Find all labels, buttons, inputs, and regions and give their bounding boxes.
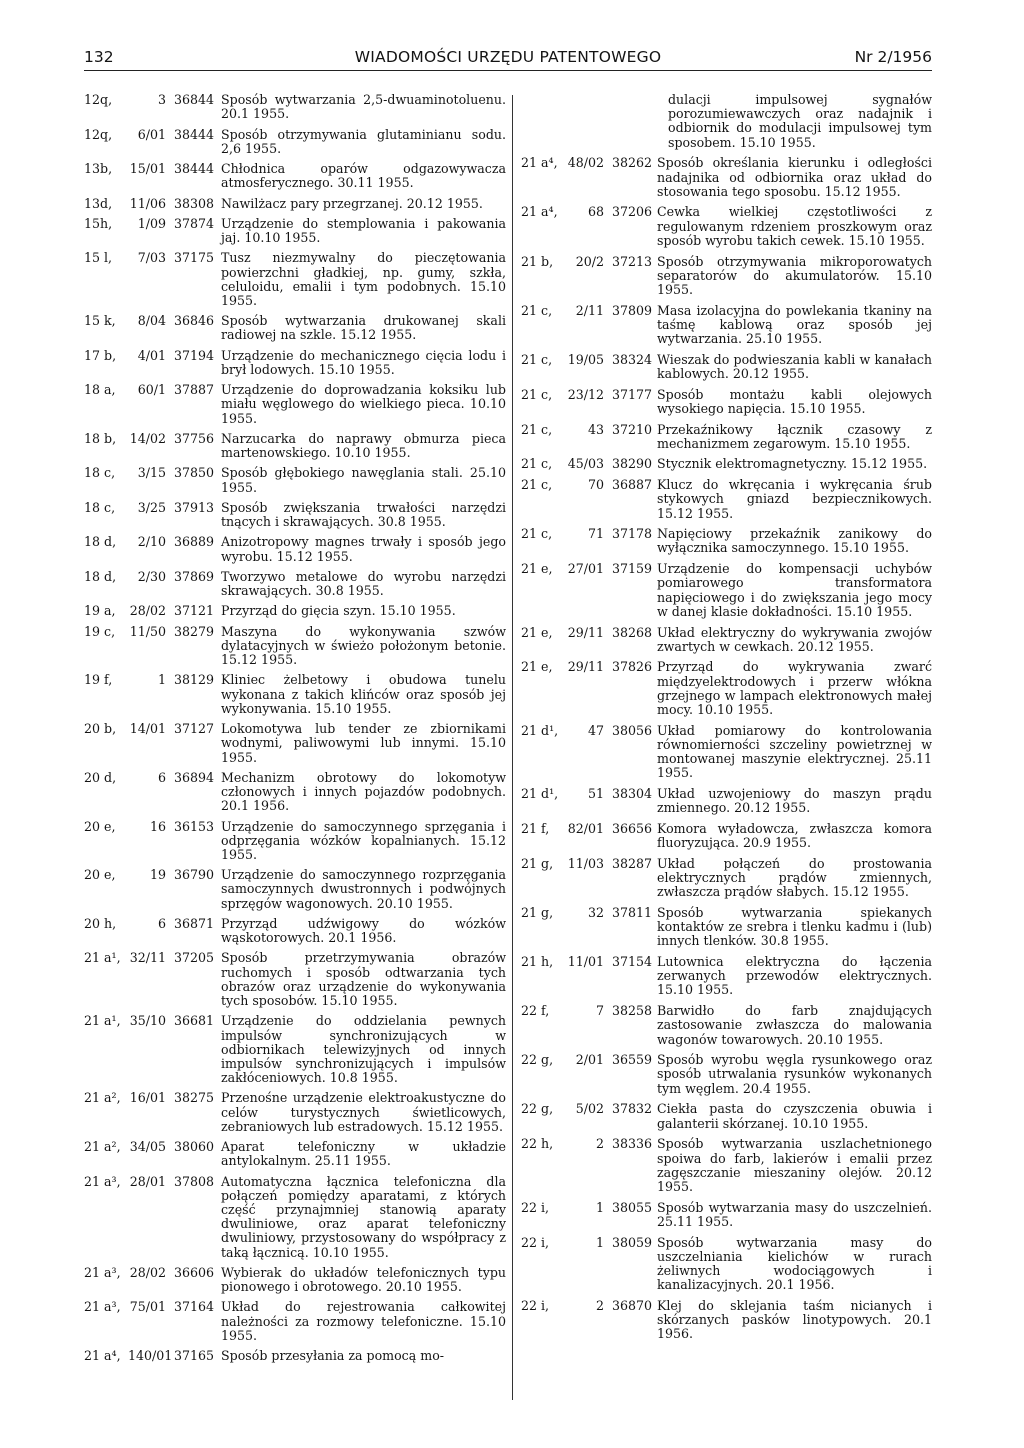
patent-number: 38336 [612, 1136, 653, 1152]
patent-entry [84, 1091, 506, 1134]
patent-number: 38444 [174, 126, 215, 142]
patent-description: Napięciowy przekaźnik zanikowy do wyłącznika samoczynnego. 15.10 1955. [657, 526, 932, 556]
patent-class: 18 c, [84, 465, 116, 481]
patent-number: 37127 [174, 721, 215, 737]
patent-group: 2/10 [137, 534, 166, 550]
patent-group: 47 [587, 722, 604, 738]
issue-number: Nr 2/1956 [854, 48, 932, 66]
patent-group: 2 [595, 1297, 604, 1313]
patent-class: 22 g, [521, 1101, 554, 1117]
patent-group: 70 [587, 477, 604, 493]
patent-group: 48/02 [567, 155, 604, 171]
patent-number: 37869 [174, 568, 215, 584]
patent-class: 21 a³, [84, 1299, 121, 1315]
patent-class: 18 b, [84, 430, 117, 446]
patent-group: 3/25 [137, 499, 166, 515]
patent-group: 1 [157, 672, 166, 688]
patent-group: 35/10 [129, 1013, 166, 1029]
patent-description: Urządzenie do doprowadzania koksiku lub miału węglowego do wielkiego pieca. 10.10 1955. [221, 382, 506, 426]
patent-group: 4/01 [137, 347, 166, 363]
patent-number: 38290 [612, 456, 653, 472]
patent-entry [84, 535, 506, 563]
patent-entry [84, 197, 506, 211]
patent-description: Przekaźnikowy łącznik czasowy z mechanizmem zegarowym. 15.10 1955. [657, 421, 932, 451]
patent-class: 22 g, [521, 1052, 554, 1068]
patent-group: 3/15 [137, 465, 166, 481]
patent-entry [84, 162, 506, 190]
patent-description: Sposób wytwarzania spiekanych kontaktów ze srebra i tlenku kadmu i (lub) innych tlenków. 30.8 1955. [657, 904, 932, 949]
patent-entry [84, 1175, 506, 1260]
patent-class: 21 c, [521, 456, 553, 472]
patent-group: 2/11 [575, 302, 604, 318]
patent-class: 21 e, [521, 624, 553, 640]
patent-entry [84, 1349, 506, 1363]
patent-description: Przyrząd do gięcia szyn. 15.10 1955. [221, 603, 456, 619]
patent-number: 37809 [612, 302, 653, 318]
patent-number: 37165 [174, 1348, 215, 1364]
patent-group: 29/11 [567, 659, 604, 675]
patent-description: Aparat telefoniczny w układzie antylokalnym. 25.11 1955. [221, 1139, 506, 1169]
patent-description: Sposób wytwarzania masy do uszczelniania kielichów w rurach żeliwnych wodociągowych i kanalizacyjnych. 20.1 1956. [657, 1234, 932, 1293]
patent-entry [84, 673, 506, 716]
patent-entry [521, 1004, 932, 1047]
patent-number: 36846 [174, 313, 215, 329]
patent-number: 38268 [612, 624, 653, 640]
patent-class: 21 a⁴, [84, 1348, 121, 1364]
patent-description: Barwidło do farb znajdujących zastosowanie zwłaszcza do malowania wagonów towarowych. 20.10 1955. [657, 1003, 932, 1047]
patent-number: 37194 [174, 347, 215, 363]
patent-entry [521, 1102, 932, 1130]
patent-number: 36887 [612, 477, 653, 493]
patent-number: 38279 [174, 623, 215, 639]
patent-entry [84, 951, 506, 1008]
patent-entry [521, 562, 932, 619]
patent-entry [84, 128, 506, 156]
patent-description: Sposób określania kierunku i odległości nadajnika od odbiornika oraz układ do stosowania tego sposobu. 15.12 1955. [657, 155, 932, 199]
patent-description: Tusz niezmywalny do pieczętowania powierzchni gładkiej, np. gumy, szkła, celuloidu, emalii i tym podobnych. 15.10 1955. [221, 250, 506, 308]
patent-number: 36559 [612, 1052, 653, 1068]
patent-number: 37175 [174, 250, 215, 266]
patent-entry [521, 1299, 932, 1342]
patent-group: 11/06 [129, 195, 166, 211]
header-rule [84, 70, 932, 71]
patent-number: 37850 [174, 465, 215, 481]
patent-class: 18 c, [84, 499, 116, 515]
patent-entry [84, 1140, 506, 1168]
patent-number: 38262 [612, 155, 653, 171]
patent-class: 21 a¹, [84, 1013, 121, 1029]
patent-description: Masa izolacyjna do powlekania tkaniny na taśmę kablową oraz sposób jej wytwarzania. 25.10 1955. [657, 302, 932, 347]
patent-description: Układ pomiarowy do kontrolowania równomierności szczeliny powietrznej w montowanej maszynie elektrycznej. 25.11 1955. [657, 722, 932, 781]
patent-description: Anizotropowy magnes trwały i sposób jego wyrobu. 15.12 1955. [221, 534, 506, 564]
patent-number: 37159 [612, 561, 653, 577]
patent-entry [521, 857, 932, 900]
patent-group: 1/09 [137, 215, 166, 231]
patent-description: Układ uzwojeniowy do maszyn prądu zmiennego. 20.12 1955. [657, 786, 932, 816]
patent-class: 17 b, [84, 347, 117, 363]
patent-number: 37826 [612, 659, 653, 675]
patent-entry [521, 353, 932, 381]
right-column [521, 93, 932, 1348]
patent-description: Układ elektryczny do wykrywania zwojów zwartych w cewkach. 20.12 1955. [657, 624, 932, 654]
patent-description: Mechanizm obrotowy do lokomotyw członowych i innych pojazdów podobnych. 20.1 1956. [221, 769, 506, 814]
patent-entry [521, 1137, 932, 1194]
patent-class: 15h, [84, 215, 113, 231]
column-divider [512, 95, 513, 1400]
patent-description: Sposób wytwarzania 2,5-dwuaminotoluenu. 20.1 1955. [221, 92, 506, 122]
patent-entry [521, 478, 932, 521]
patent-class: 13b, [84, 161, 113, 176]
patent-class: 21 d¹, [521, 722, 559, 738]
patent-class: 21 g, [521, 855, 554, 871]
patent-description: Sposób wytwarzania drukowanej skali radiowej na szkle. 15.12 1955. [221, 313, 506, 343]
patent-entry [84, 349, 506, 377]
patent-group: 29/11 [567, 624, 604, 640]
patent-group: 19 [149, 867, 166, 883]
patent-group: 23/12 [567, 386, 604, 402]
patent-description: Sposób wytwarzania uszlachetnionego spoiwa do farb, lakierów i emalii przez zagęszczanie mieszaniny olejów. 20.12 1955. [657, 1136, 932, 1194]
patent-number: 37887 [174, 382, 215, 398]
patent-class: 22 h, [521, 1136, 554, 1152]
patent-number: 38055 [612, 1199, 653, 1215]
patent-entry [84, 625, 506, 668]
continuation-text: dulacji impulsowej sygnałów porozumiewawczych oraz nadajnik i odbiornik do modulacji impulsowej tym sposobem. 15.10 1955. [668, 92, 932, 150]
patent-description: Sposób głębokiego nawęglania stali. 25.10 1955. [221, 465, 506, 495]
patent-class: 21 a⁴, [521, 204, 558, 220]
patent-group: 2/30 [137, 568, 166, 584]
patent-class: 21 d¹, [521, 786, 559, 802]
patent-entry [521, 255, 932, 298]
patent-description: Tworzywo metalowe do wyrobu narzędzi skrawających. 30.8 1955. [221, 568, 506, 599]
patent-entry [521, 787, 932, 815]
patent-description: Chłodnica oparów odgazowywacza atmosferycznego. 30.11 1955. [221, 161, 506, 191]
patent-class: 21 a², [84, 1090, 121, 1106]
patent-class: 22 i, [521, 1199, 550, 1215]
patent-description: Wieszak do podwieszania kabli w kanałach kablowych. 20.12 1955. [657, 351, 932, 381]
patent-number: 36844 [174, 92, 215, 107]
patent-number: 37756 [174, 430, 215, 446]
patent-class: 15 l, [84, 250, 113, 266]
patent-entry [521, 955, 932, 998]
patent-class: 21 a², [84, 1139, 121, 1155]
patent-description: Sposób przetrzymywania obrazów ruchomych i sposób odtwarzania tych obrazów oraz urządzenie do wykonywania tych sposobów. 15.10 1955. [221, 950, 506, 1009]
patent-number: 38258 [612, 1003, 653, 1019]
patent-description: Klej do sklejania taśm nicianych i skórzanych pasków linotypowych. 20.1 1956. [657, 1297, 932, 1342]
patent-number: 37164 [174, 1299, 215, 1315]
patent-group: 11/50 [129, 623, 166, 639]
patent-class: 21 f, [521, 820, 550, 836]
patent-group: 2/01 [575, 1052, 604, 1068]
patent-group: 140/01 [128, 1348, 173, 1364]
patent-group: 11/01 [567, 954, 604, 970]
patent-entry [521, 205, 932, 248]
patent-entry [84, 604, 506, 618]
patent-group: 7 [595, 1003, 604, 1019]
patent-number: 36681 [174, 1013, 215, 1029]
patent-class: 19 a, [84, 603, 116, 619]
patent-entry [521, 822, 932, 850]
patent-entry [521, 626, 932, 654]
patent-number: 38059 [612, 1234, 653, 1250]
patent-class: 21 g, [521, 904, 554, 920]
left-column [84, 93, 506, 1369]
patent-group: 7/03 [137, 250, 166, 266]
patent-group: 27/01 [567, 561, 604, 577]
patent-group: 51 [587, 786, 604, 802]
patent-group: 1 [595, 1234, 604, 1250]
patent-entry [84, 383, 506, 426]
patent-number: 36153 [174, 818, 215, 834]
patent-description: Sposób przesyłania za pomocą mo- [221, 1348, 445, 1364]
patent-class: 20 h, [84, 915, 117, 931]
patent-class: 21 a¹, [84, 950, 121, 966]
patent-class: 21 e, [521, 561, 553, 577]
patent-class: 21 c, [521, 351, 553, 367]
patent-class: 21 a⁴, [521, 155, 558, 171]
patent-group: 75/01 [129, 1299, 166, 1315]
patent-class: 20 d, [84, 769, 117, 785]
patent-entry [84, 917, 506, 945]
patent-description: Urządzenie do stemplowania i pakowania jaj. 10.10 1955. [221, 215, 506, 245]
patent-group: 32 [587, 904, 604, 920]
patent-class: 20 e, [84, 818, 116, 834]
patent-description: Kliniec żelbetowy i obudowa tunelu wykonana z takich klińców oraz sposób jej wykonywania. 15.10 1955. [221, 672, 506, 716]
patent-number: 36656 [612, 820, 653, 836]
patent-group: 6/01 [137, 126, 166, 142]
patent-description: Urządzenie do oddzielania pewnych impulsów synchronizujących w odbiornikach telewizyjnych od innych impulsów synchronizujących i impulsów zakłóceniowych. 10.8 1955. [221, 1013, 506, 1086]
patent-entry [521, 1201, 932, 1229]
patent-group: 68 [587, 204, 604, 220]
patent-number: 37213 [612, 253, 653, 269]
patent-entry [84, 771, 506, 814]
patent-group: 2 [595, 1136, 604, 1152]
patent-number: 38060 [174, 1139, 215, 1155]
patent-number: 37121 [174, 603, 215, 619]
patent-class: 22 i, [521, 1234, 550, 1250]
patent-description: Lokomotywa lub tender ze zbiornikami wodnymi, paliwowymi lub innymi. 15.10 1955. [221, 721, 506, 765]
patent-number: 37178 [612, 526, 653, 542]
patent-group: 34/05 [129, 1139, 166, 1155]
patent-class: 12q, [84, 92, 113, 107]
patent-entry [521, 906, 932, 949]
patent-number: 38129 [174, 672, 215, 688]
patent-class: 20 b, [84, 721, 117, 737]
patent-class: 18 d, [84, 568, 117, 584]
patent-description: Sposób otrzymywania mikroporowatych separatorów do akumulatorów. 15.10 1955. [657, 253, 932, 297]
patent-description: Stycznik elektromagnetyczny. 15.12 1955. [657, 456, 928, 472]
patent-description: Sposób otrzymywania glutaminianu sodu. 2,6 1955. [221, 126, 506, 156]
patent-entry [521, 527, 932, 555]
patent-number: 38287 [612, 855, 653, 871]
patent-number: 37874 [174, 215, 215, 231]
patent-group: 28/02 [129, 1264, 166, 1280]
patent-entry [84, 314, 506, 342]
patent-group: 15/01 [129, 161, 166, 176]
patent-entry [84, 1266, 506, 1294]
patent-entry [84, 501, 506, 529]
patent-entry [84, 1014, 506, 1085]
patent-number: 37913 [174, 499, 215, 515]
patent-group: 5/02 [575, 1101, 604, 1117]
patent-number: 36871 [174, 915, 215, 931]
patent-entry [84, 570, 506, 598]
patent-group: 14/02 [129, 430, 166, 446]
patent-description: Cewka wielkiej częstotliwości z regulowanym rdzeniem proszkowym oraz sposób wyrobu takich cewek. 15.10 1955. [657, 204, 932, 248]
patent-class: 15 k, [84, 313, 116, 329]
patent-entry [84, 722, 506, 765]
patent-number: 37832 [612, 1101, 653, 1117]
patent-number: 37210 [612, 421, 653, 437]
patent-description: Ciekła pasta do czyszczenia obuwia i galanterii skórzanej. 10.10 1955. [657, 1101, 932, 1131]
patent-description: Urządzenie do samoczynnego sprzęgania i odprzęgania wózków kopalnianych. 15.12 1955. [221, 818, 506, 862]
patent-group: 1 [595, 1199, 604, 1215]
patent-group: 8/04 [137, 313, 166, 329]
patent-description: Maszyna do wykonywania szwów dylatacyjnych w świeżo położonym betonie. 15.12 1955. [221, 623, 506, 668]
patent-number: 38444 [174, 161, 215, 176]
patent-description: Urządzenie do samoczynnego rozprzęgania samoczynnych dwustronnych i podwójnych sprzęgów wagonowych. 20.10 1955. [221, 867, 506, 911]
patent-class: 21 h, [521, 954, 554, 970]
patent-number: 38056 [612, 722, 653, 738]
patent-group: 28/02 [129, 603, 166, 619]
patent-number: 37206 [612, 204, 653, 220]
patent-group: 14/01 [129, 721, 166, 737]
patent-class: 21 e, [521, 659, 553, 675]
patent-entry [521, 423, 932, 451]
patent-group: 16 [149, 818, 166, 834]
patent-entry [521, 724, 932, 781]
patent-description: Automatyczna łącznica telefoniczna dla połączeń pomiędzy aparatami, z których część przynajmniej stanowią aparaty dwuliniowe, oraz aparat telefoniczny dwuliniowy, przystosowany do współpracy z taką łącznicą. 10.10 1955. [221, 1173, 506, 1260]
patent-group: 45/03 [567, 456, 604, 472]
patent-class: 22 i, [521, 1297, 550, 1313]
patent-description: Przyrząd do wykrywania zwarć międzyelektrodowych i przerw włókna grzejnego w lampach elektronowych małej mocy. 10.10 1955. [657, 659, 932, 718]
patent-entry [521, 457, 932, 471]
patent-number: 37808 [174, 1173, 215, 1189]
patent-entry [84, 820, 506, 863]
patent-group: 19/05 [567, 351, 604, 367]
patent-class: 21 c, [521, 421, 553, 437]
patent-group: 3 [157, 92, 166, 107]
patent-number: 38324 [612, 351, 653, 367]
patent-class: 18 a, [84, 382, 116, 398]
patent-class: 21 a³, [84, 1173, 121, 1189]
patent-number: 37154 [612, 954, 653, 970]
patent-number: 36889 [174, 534, 215, 550]
patent-class: 19 f, [84, 672, 113, 688]
patent-class: 12q, [84, 126, 113, 142]
patent-group: 6 [157, 769, 166, 785]
patent-entry [84, 466, 506, 494]
patent-entry [521, 1236, 932, 1293]
patent-description: Komora wyładowcza, zwłaszcza komora fluoryzująca. 20.9 1955. [657, 820, 932, 851]
patent-number: 36894 [174, 769, 215, 785]
patent-entry [84, 432, 506, 460]
patent-entry [84, 93, 506, 121]
patent-description: Układ połączeń do prostowania elektrycznych prądów zmiennych, zwłaszcza prądów słabych. 15.12 1955. [657, 855, 932, 900]
patent-group: 71 [587, 526, 604, 542]
patent-number: 37177 [612, 386, 653, 402]
patent-entry [521, 156, 932, 199]
patent-class: 21 c, [521, 477, 553, 493]
patent-class: 21 c, [521, 386, 553, 402]
patent-description: Sposób zwiększania trwałości narzędzi tnących i skrawających. 30.8 1955. [221, 499, 506, 530]
patent-class: 18 d, [84, 534, 117, 550]
patent-description: Klucz do wkręcania i wykręcania śrub stykowych gniazd bezpiecznikowych. 15.12 1955. [657, 477, 932, 521]
patent-class: 21 b, [521, 253, 554, 269]
patent-group: 20/2 [575, 253, 604, 269]
patent-entry [521, 304, 932, 347]
patent-description: Nawilżacz pary przegrzanej. 20.12 1955. [221, 195, 483, 211]
patent-class: 20 e, [84, 867, 116, 883]
patent-group: 32/11 [129, 950, 166, 966]
patent-description: Układ do rejestrowania całkowitej należności za rozmowy telefoniczne. 15.10 1955. [221, 1299, 506, 1343]
patent-number: 38275 [174, 1090, 215, 1106]
patent-entry [521, 660, 932, 717]
patent-entry [521, 1053, 932, 1096]
patent-class: 21 c, [521, 302, 553, 318]
patent-number: 36870 [612, 1297, 653, 1313]
patent-description: Urządzenie do mechanicznego cięcia lodu i brył lodowych. 15.10 1955. [221, 347, 506, 377]
patent-group: 43 [587, 421, 604, 437]
patent-description: Urządzenie do kompensacji uchybów pomiarowego transformatora napięciowego i do zwiększania jego mocy w danej klasie dokładności. 15.10 1955. [657, 561, 932, 619]
patent-class: 22 f, [521, 1003, 550, 1019]
patent-number: 36606 [174, 1264, 215, 1280]
patent-group: 60/1 [137, 382, 166, 398]
patent-number: 37811 [612, 904, 653, 920]
patent-description: Lutownica elektryczna do łączenia zerwanych przewodów elektrycznych. 15.10 1955. [657, 954, 932, 998]
patent-group: 6 [157, 915, 166, 931]
patent-description: Sposób wytwarzania masy do uszczelnień. 25.11 1955. [657, 1199, 932, 1229]
patent-entry [521, 388, 932, 416]
patent-description: Przenośne urządzenie elektroakustyczne do celów turystycznych świetlicowych, zebraniowych lub estradowych. 15.12 1955. [221, 1090, 506, 1134]
patent-class: 13d, [84, 195, 113, 211]
patent-entry [84, 217, 506, 245]
patent-number: 37205 [174, 950, 215, 966]
patent-entry [84, 251, 506, 308]
patent-class: 19 c, [84, 623, 116, 639]
patent-description: Przyrząd udźwigowy do wózków wąskotorowych. 20.1 1956. [221, 915, 506, 946]
patent-group: 16/01 [129, 1090, 166, 1106]
patent-entry [84, 868, 506, 911]
patent-group: 11/03 [567, 855, 604, 871]
patent-entry [84, 1300, 506, 1343]
journal-title: WIADOMOŚCI URZĘDU PATENTOWEGO [354, 48, 662, 66]
patent-class: 21 a³, [84, 1264, 121, 1280]
patent-number: 36790 [174, 867, 215, 883]
patent-description: Sposób wyrobu węgla rysunkowego oraz sposób utrwalania rysunków wykonanych tym węglem. 20.4 1955. [657, 1052, 932, 1096]
page-number: 132 [84, 48, 114, 66]
patent-number: 38304 [612, 786, 653, 802]
patent-description: Sposób montażu kabli olejowych wysokiego napięcia. 15.10 1955. [657, 386, 932, 416]
patent-group: 82/01 [567, 820, 604, 836]
patent-class: 21 c, [521, 526, 553, 542]
patent-description: Narzucarka do naprawy obmurza pieca martenowskiego. 10.10 1955. [221, 430, 506, 461]
patent-number: 38308 [174, 195, 215, 211]
patent-description: Wybierak do układów telefonicznych typu pionowego i obrotowego. 20.10 1955. [221, 1264, 506, 1295]
patent-group: 28/01 [129, 1173, 166, 1189]
